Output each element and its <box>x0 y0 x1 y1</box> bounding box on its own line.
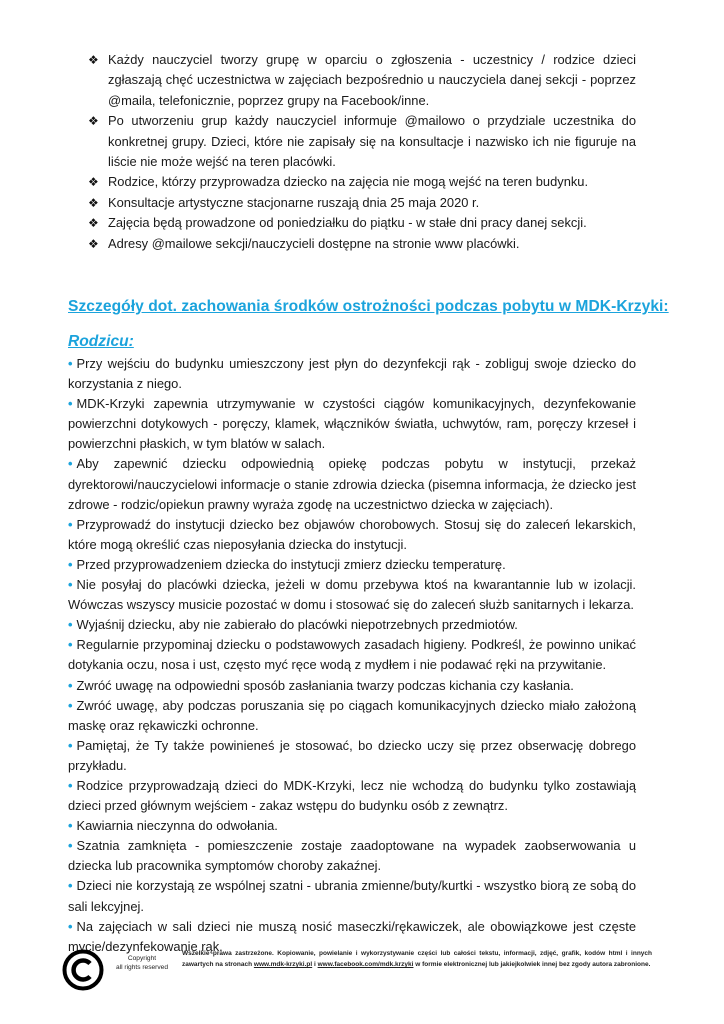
facebook-link[interactable]: www.facebook.com/mdk.krzyki <box>317 961 414 969</box>
list-item-text: Zajęcia będą prowadzone od poniedziałku do piątku - w stałe dni pracy danej sekcji. <box>108 215 587 231</box>
list-item-text: Rodzice, którzy przyprowadza dziecko na zajęcia nie mogą wejść na teren budynku. <box>108 174 589 190</box>
list-item <box>68 394 636 454</box>
list-item <box>88 213 636 233</box>
bullet-icon: • <box>68 617 73 633</box>
list-item-text: Rodzice przyprowadzają dzieci do MDK-Krzyki, lecz nie wchodzą do budynku tylko zostawiają dzieci przed głównym wejściem - zakaz wstępu do budynku osób z zewnątrz. <box>68 777 636 814</box>
diamond-bullet-icon: ❖ <box>88 53 99 67</box>
footer-notice <box>182 948 652 970</box>
list-item-text: Pamiętaj, że Ty także powinieneś je stosować, bo dziecko uczy się przez obserwację dobrego przykładu. <box>68 737 636 773</box>
list-item-text: Każdy nauczyciel tworzy grupę w oparciu o zgłoszenia - uczestnicy / rodzice dzieci zgłaszają chęć uczestnictwa w zajęciach bezpośrednio u nauczyciela danej sekcji - poprzez @maila, telefonicznie, poprzez grupy na Facebook/inne. <box>108 52 636 108</box>
list-item <box>68 615 636 635</box>
list-item-text: Przyprowadź do instytucji dziecko bez objawów chorobowych. Stosuj się do zaleceń lekarskich, które mogą określić czas nieposyłania dziecka do instytucji. <box>68 516 636 552</box>
list-item <box>68 876 636 916</box>
bullet-icon: • <box>68 356 73 371</box>
list-item <box>88 172 636 192</box>
diamond-bullet-icon: ❖ <box>88 236 99 251</box>
copyright-icon <box>62 949 104 991</box>
bullet-icon: • <box>68 918 73 934</box>
website-link[interactable]: www.mdk-krzyki.pl <box>253 961 313 969</box>
list-item <box>68 776 636 816</box>
list-item <box>68 736 636 776</box>
list-item-text: Zwróć uwagę, aby podczas poruszania się po ciągach komunikacyjnych dziecko miało założoną maskę oraz rękawiczki ochronne. <box>68 697 636 733</box>
list-item-text: Wyjaśnij dziecku, aby nie zabierało do placówki niepotrzebnych przedmiotów. <box>76 617 518 633</box>
diamond-bullet-icon: ❖ <box>88 195 99 210</box>
list-item-text: Przy wejściu do budynku umieszczony jest płyn do dezynfekcji rąk - zobliguj swoje dziecko do korzystania z niego. <box>68 356 636 392</box>
list-item <box>68 676 636 696</box>
list-item-text: Zwróć uwagę na odpowiedni sposób zasłaniania twarzy podczas kichania czy kasłania. <box>76 677 574 693</box>
diamond-bullet-icon: ❖ <box>88 216 99 231</box>
footer-text-part: w formie elektronicznej lub jakiejkolwiek innej bez zgody autora zabronione. <box>413 961 651 969</box>
list-item <box>88 111 636 172</box>
diamond-bullet-icon: ❖ <box>88 114 99 129</box>
subheading-parents: Rodzicu: <box>68 333 134 350</box>
list-item-text: Konsultacje artystyczne stacjonarne ruszają dnia 25 maja 2020 r. <box>108 194 480 210</box>
bullet-icon: • <box>68 516 73 532</box>
list-item <box>68 696 636 736</box>
bullet-icon: • <box>68 838 73 854</box>
list-item <box>68 836 636 876</box>
page-footer <box>62 946 662 996</box>
list-item <box>88 50 636 111</box>
list-item <box>68 635 636 675</box>
list-item <box>68 816 636 836</box>
list-item <box>68 555 636 575</box>
parent-rules-list <box>68 354 636 957</box>
bullet-icon: • <box>68 818 73 834</box>
rules-list <box>88 50 636 254</box>
list-item-text: Dzieci nie korzystają ze wspólnej szatni - ubrania zmienne/buty/kurtki - wszystko biorą ze sobą do sali lekcyjnej. <box>68 878 636 914</box>
footer-text-part: i <box>312 961 318 969</box>
list-item <box>68 354 636 394</box>
list-item-text: Regularnie przypominaj dziecku o podstawowych zasadach higieny. Podkreśl, że powinno unikać dotykania oczu, nosa i ust, często myć ręce wodą z mydłem i nie podawać ręki na przywitanie. <box>68 637 636 673</box>
list-item-text: Przed przyprowadzeniem dziecka do instytucji zmierz dziecku temperaturę. <box>76 556 506 572</box>
copyright-label <box>110 954 174 972</box>
list-item <box>68 454 636 514</box>
list-item <box>88 234 636 254</box>
list-item <box>68 575 636 615</box>
list-item-text: Na zajęciach w sali dzieci nie muszą nosić maseczki/rękawiczek, ale obowiązkowe jest częste mycie/dezynfekowanie rąk. <box>68 918 636 954</box>
bullet-icon: • <box>68 456 73 472</box>
list-item-text: MDK-Krzyki zapewnia utrzymywanie w czystości ciągów komunikacyjnych, dezynfekowanie powierzchni dotykowych - poręczy, klamek, włączników światła, uchwytów, ram, poręczy krzeseł i powierzchni płaskich, w tym blatów w salach. <box>68 396 636 452</box>
bullet-icon: • <box>68 697 73 713</box>
diamond-bullet-icon: ❖ <box>88 175 99 190</box>
bullet-icon: • <box>68 677 73 693</box>
list-item-text: Adresy @mailowe sekcji/nauczycieli dostępne na stronie www placówki. <box>108 235 520 251</box>
list-item-text: Szatnia zamknięta - pomieszczenie zostaje zaadoptowane na wypadek zaobserwowania u dziecka lub pracownika symptomów choroby zakaźnej. <box>68 838 636 874</box>
bullet-icon: • <box>68 737 73 753</box>
bullet-icon: • <box>68 396 73 412</box>
bullet-icon: • <box>68 556 73 572</box>
copyright-line: all rights reserved <box>115 964 169 971</box>
list-item-text: Po utworzeniu grup każdy nauczyciel informuje @mailowo o przydziale uczestnika do konkretnej grupy. Dzieci, które nie zapisały się na konsultacje i nazwisko ich nie figuruje na liście nie może wejść na teren placówki. <box>108 113 636 170</box>
bullet-icon: • <box>68 577 73 593</box>
list-item-text: Aby zapewnić dziecku odpowiednią opiekę podczas pobytu w instytucji, przekaż dyrektorowi/nauczycielowi informacje o stanie zdrowia dziecka (pisemna informacja, że dziecko jest zdrowe - rodzic/opiekun prawny wyraża zgodę na uczestnictwo dziecka w zajęciach). <box>68 456 636 512</box>
footer-text-part: Wszelkie prawa zastrzeżone. Kopiowanie, powielanie i wykorzystywanie części lub całości tekstu, informacji, zdjęć, grafik, kodów html i innych zawartych na stronach <box>182 950 652 969</box>
copyright-line: Copyright <box>127 955 157 962</box>
list-item <box>68 515 636 555</box>
bullet-icon: • <box>68 637 73 653</box>
list-item-text: Nie posyłaj do placówki dziecka, jeżeli w domu przebywa ktoś na kwarantannie lub w izolacji. Wówczas wszyscy musicie pozostać w domu i stosować się do zaleceń służb sanitarnych i lekarza. <box>68 577 636 613</box>
list-item-text: Kawiarnia nieczynna do odwołania. <box>76 818 278 834</box>
bullet-icon: • <box>68 777 73 793</box>
list-item <box>88 193 636 213</box>
section-heading: Szczegóły dot. zachowania środków ostrożności podczas pobytu w MDK-Krzyki: <box>68 298 669 315</box>
bullet-icon: • <box>68 878 73 894</box>
